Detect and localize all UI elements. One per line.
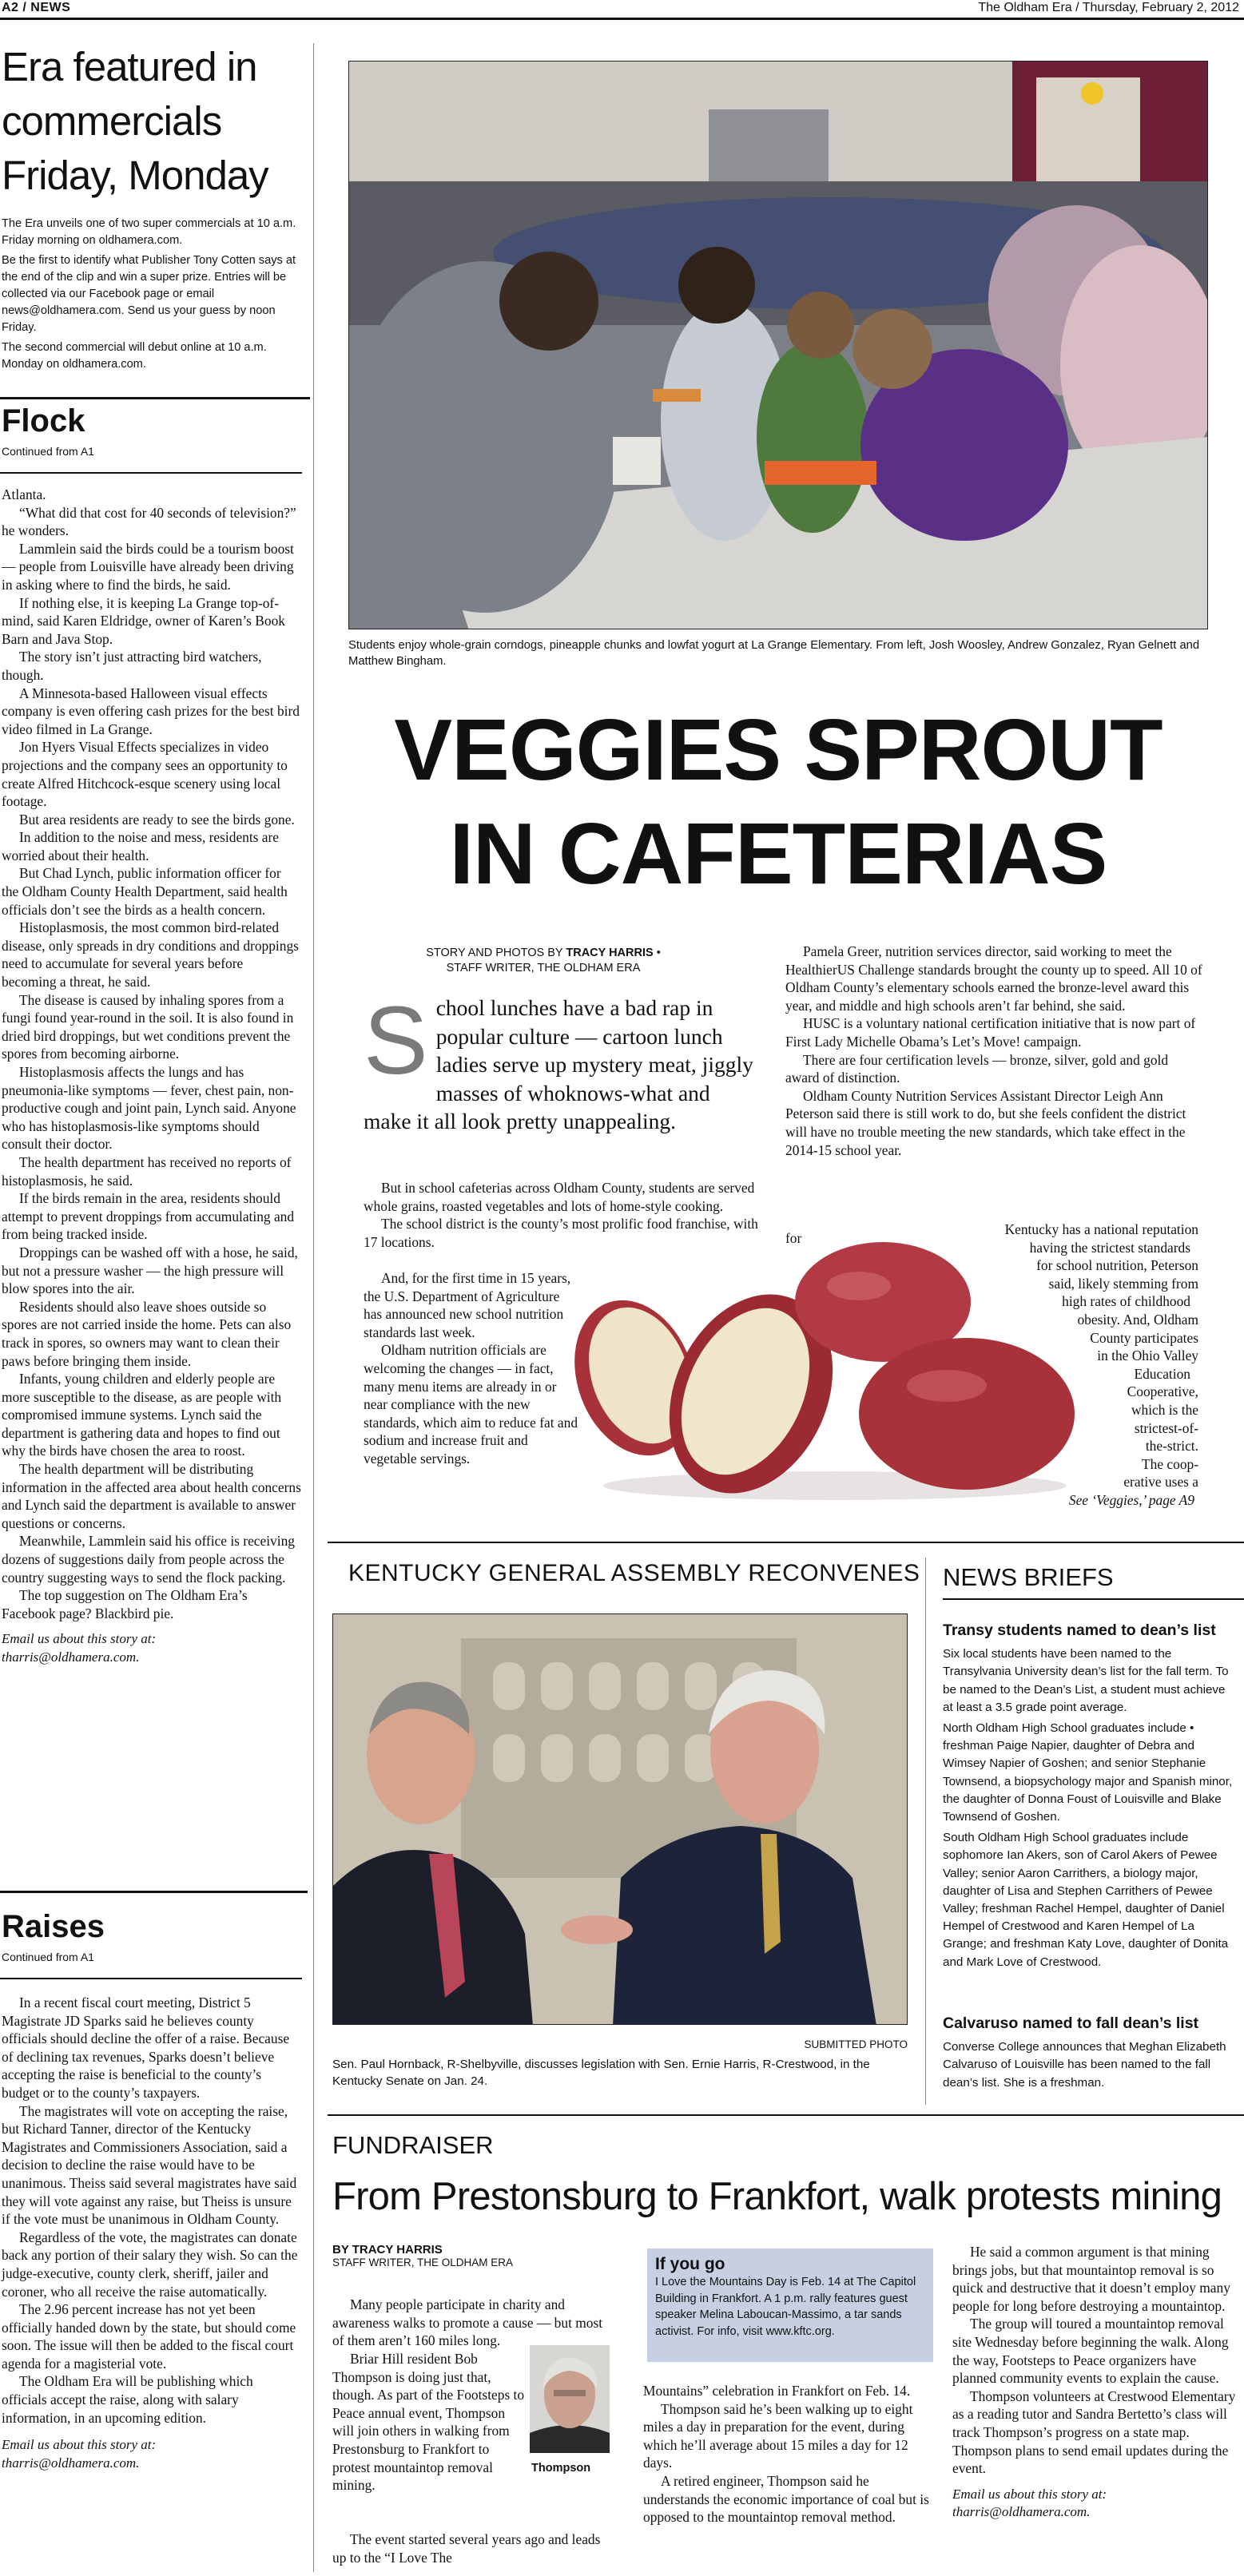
wrap-line: strictest-of- — [1134, 1419, 1198, 1436]
news-brief-1 — [943, 1621, 1238, 1971]
wrap-line: said, likely stemming from — [1048, 1275, 1198, 1292]
if-you-go-box — [647, 2249, 933, 2362]
fundraiser-email-link[interactable]: tharris@oldhamera.com. — [952, 2504, 1091, 2520]
flock-paragraph: Atlanta. — [2, 486, 46, 502]
raises-paragraph: In a recent fiscal court meeting, District 5 Magistrate JD Sparks said he believes county officials should decline the offer of a raise. Because of declining tax revenues, Sparks doesn’t believe accepting the raise is beneficial to the county’s budget or to the county’s taxpayers. — [2, 1995, 290, 2101]
masthead-rule — [0, 18, 1244, 20]
news-brief-title: Transy students named to dean’s list — [943, 1621, 1216, 1639]
veggies-col2-wrap — [877, 1221, 1198, 1491]
era-featured-body — [2, 216, 305, 373]
news-brief-paragraph: North Oldham High School graduates include • freshman Paige Napier, daughter of Debra and Wimsey Napier of Goshen; and senior Stephanie Townsend, a biopsychology major and Spanish minor, the daughter of Donna Foust of Louisville and Blake Townsend of Goshen. — [943, 1721, 1233, 1824]
era-featured-headline: Era featured in commercials Friday, Monday — [2, 44, 268, 198]
news-brief-paragraph: Converse College announces that Meghan Elizabeth Calvaruso of Louisville has been named to the fall dean’s list. She is a freshman. — [943, 2040, 1226, 2090]
veggies-paragraph: And, for the first time in 15 years, the U.S. Department of Agriculture has announced new school nutrition standards last week. — [364, 1270, 571, 1340]
raises-headline: Raises — [2, 1909, 105, 1944]
wrap-line: erative uses a — [1123, 1474, 1198, 1490]
news-briefs-header: NEWS BRIEFS — [943, 1563, 1114, 1591]
flock-paragraph: Histoplasmosis affects the lungs and has pneumonia-like symptoms — fever, chest pain, non-productive cough and joint pain, Lynch said. Anyone who has histoplasmosis-like symptoms should consult their doctor. — [2, 1064, 296, 1153]
flock-headline: Flock — [2, 403, 85, 439]
flock-paragraph: The health department has received no reports of histoplasmosis, he said. — [2, 1153, 292, 1189]
fundraiser-paragraph: Briar Hill resident Bob Thompson is doing just that, though. As part of the Footsteps to Peace annual event, Thompson will join others in walking from Prestonsburg to Frankfort to protest mountaintop removal mining. — [332, 2351, 525, 2494]
assembly-caption: Sen. Paul Hornback, R-Shelbyville, discusses legislation with Sen. Ernie Harris, R-Crestwood, in the Kentucky Senate on Jan. 24. — [332, 2058, 870, 2088]
flock-continued: Continued from A1 — [2, 445, 94, 458]
wrap-line: having the strictest standards — [1029, 1239, 1190, 1256]
left-column-divider — [313, 43, 314, 2572]
thompson-mug-caption: Thompson — [531, 2462, 591, 2475]
news-brief-paragraph: South Oldham High School graduates include sophomore Ian Akers, son of Carol Akers of Pewee Valley; senior Aaron Carrithers, a biology major, daughter of Lisa and Stephen Carrithers of Pewee Valley; freshman Rachel Hempel, daughter of Daniel Hempel of Crestwood and Karen Hempel of La Grange; and freshman Katy Love, daughter of Donita and Mark Love of Crestwood. — [943, 1831, 1229, 1969]
news-briefs-rule — [943, 1598, 1244, 1600]
raises-paragraph: The Oldham Era will be publishing which officials accept the raise, along with salary information, in an upcoming edition. — [2, 2373, 253, 2426]
fundraiser-kicker: FUNDRAISER — [332, 2131, 494, 2159]
raises-body — [2, 1994, 301, 2472]
era-featured-paragraph: The Era unveils one of two super commercials at 10 a.m. Friday morning on oldhamera.com. — [2, 217, 296, 247]
flock-paragraph: But area residents are ready to see the birds gone. — [19, 811, 295, 828]
cafeteria-photo-image — [348, 61, 1208, 629]
thompson-mug-image — [530, 2345, 610, 2453]
fundraiser-col3 — [952, 2243, 1240, 2522]
raises-continued: Continued from A1 — [2, 1951, 94, 1963]
raises-email-label: Email us about this story at: — [2, 2437, 157, 2453]
veggies-byline-bullet: • — [656, 947, 661, 959]
news-brief-2 — [943, 2014, 1238, 2092]
if-you-go-text: I Love the Mountains Day is Feb. 14 at The Capitol Building in Frankfort. A 1 p.m. rally features guest speaker Melina Laboucan-Massimo, a tar sands activist. For info, visit www.kftc.org. — [655, 2276, 916, 2338]
paper-date: The Oldham Era / Thursday, February 2, 2012 — [978, 1, 1239, 14]
assembly-photo-credit: SUBMITTED PHOTO — [804, 2038, 908, 2050]
wrap-line: Education — [1134, 1365, 1190, 1382]
fundraiser-paragraph: Thompson volunteers at Crestwood Elementary as a reading tutor and Sandra Bertetto’s class will track Thompson’s progress on a state map. Thompson plans to send email updates during the event. — [952, 2387, 1236, 2477]
cafeteria-photo-drawing — [349, 62, 1208, 629]
veggies-col1-bottom — [364, 1269, 579, 1468]
veggies-byline-name: TRACY HARRIS — [566, 947, 654, 959]
raises-email-link[interactable]: tharris@oldhamera.com. — [2, 2455, 140, 2471]
fundraiser-paragraph: Mountains” celebration in Frankfort on Feb. 14. — [643, 2383, 911, 2399]
assembly-header: KENTUCKY GENERAL ASSEMBLY RECONVENES — [348, 1560, 920, 1586]
flock-rule — [0, 472, 302, 474]
wrap-line: The coop- — [1142, 1455, 1198, 1472]
wrap-line: County participates — [1090, 1329, 1198, 1346]
flock-paragraph: Meanwhile, Lammlein said his office is receiving dozens of suggestions daily from people across the country suggesting ways to send the flock packing. — [2, 1533, 295, 1586]
wrap-line: Kentucky has a national reputation — [1004, 1221, 1198, 1237]
fundraiser-email-label: Email us about this story at: — [952, 2486, 1107, 2502]
fundraiser-paragraph: Many people participate in charity and awareness walks to promote a cause — but most of them aren’t 160 miles long. — [332, 2296, 603, 2349]
fundraiser-paragraph: Thompson said he’s been walking up to eight miles a day in preparation for the event, during which he’ll average about 15 miles a day for 12 days. — [643, 2400, 913, 2471]
if-you-go-title: If you go — [655, 2255, 725, 2273]
fundraiser-col2 — [643, 2382, 931, 2526]
fundraiser-col1-end — [332, 2530, 608, 2566]
thompson-mug-drawing — [530, 2345, 610, 2453]
flock-body — [2, 486, 301, 1667]
senators-photo-image — [332, 1613, 908, 2025]
raises-paragraph: The 2.96 percent increase has not yet been officially handed down by the state, but should come soon. The issue will then be added to the fiscal court agenda for a magisterial vote. — [2, 2301, 296, 2372]
fundraiser-byline — [332, 2243, 628, 2268]
news-brief-title: Calvaruso named to fall dean’s list — [943, 2014, 1199, 2032]
wrap-line: for school nutrition, Peterson — [1036, 1257, 1198, 1274]
veggies-bottom-rule — [328, 1542, 1244, 1543]
era-featured-paragraph: The second commercial will debut online at 10 a.m. Monday on oldhamera.com. — [2, 341, 267, 371]
era-featured-bottom-rule — [0, 397, 310, 399]
flock-paragraph: The health department will be distributing information in the affected area about health concerns and Lynch said the department is available to answer questions or concerns. — [2, 1461, 301, 1531]
wrap-line: obesity. And, Oldham — [1077, 1311, 1198, 1328]
era-featured-paragraph: Be the first to identify what Publisher Tony Cotten says at the end of the clip and win a super prize. Entries will be collected via our Facebook page or email news@oldhamera.com. Send us your guess by noon Friday. — [2, 254, 296, 334]
raises-paragraph: Regardless of the vote, the magistrates can donate back any portion of their salary they wish. So can the judge-executive, county clerk, sheriff, jailer and coroner, who all receive the raise automatically. — [2, 2229, 298, 2300]
flock-paragraph: Jon Hyers Visual Effects specializes in video projections and the company sees an opportunity to create Alfred Hitchcock-esque scenery using local footage. — [2, 739, 288, 810]
flock-paragraph: Residents should also leave shoes outside so spores are not carried inside the home. Pets can also track in spores, so owners may want to clean their paws before bringing them inside. — [2, 1298, 292, 1369]
veggies-byline — [376, 946, 711, 976]
veggies-lead-text: chool lunches have a bad rap in popular culture — cartoon lunch ladies serve up mystery meat, jiggly masses of whoknows-what and make it all look pretty unappealing. — [364, 995, 753, 1133]
wrap-line: Cooperative, — [1127, 1383, 1198, 1400]
wrap-line: the-strict. — [1145, 1438, 1198, 1455]
fundraiser-col1-wrap — [332, 2350, 527, 2495]
veggies-paragraph: Pamela Greer, nutrition services director, said working to meet the HealthierUS Challenge standards brought the county up to speed. All 10 of Oldham County’s elementary schools earned the bronze-level award this year, and middle and high schools aren’t far behind, she said. — [785, 943, 1202, 1014]
flock-paragraph: The disease is caused by inhaling spores from a fungi found year-round in the soil. It is also found in dried bird droppings, but wet conditions prevent the spores from becoming airborne. — [2, 991, 294, 1062]
fundraiser-paragraph: The group will toured a mountaintop removal site Wednesday before beginning the walk. Along the way, Footsteps to Peace organizers have planned community events to explain the cause. — [952, 2316, 1229, 2387]
news-brief-paragraph: Six local students have been named to the Transylvania University dean’s list for the fall term. To be named to the Dean’s List, a student must achieve at least a 3.5 grade point average. — [943, 1647, 1229, 1714]
flock-bottom-rule — [0, 1891, 308, 1893]
fundraiser-byline-role: STAFF WRITER, THE OLDHAM ERA — [332, 2256, 514, 2268]
fundraiser-headline: From Prestonsburg to Frankfort, walk protests mining — [332, 2175, 1222, 2218]
veggies-drop-cap: S — [364, 986, 428, 1094]
page-label: A2 / NEWS — [2, 1, 71, 14]
veggies-jump-link[interactable]: See ‘Veggies,’ page A9 — [1068, 1492, 1194, 1508]
fundraiser-byline-name: BY TRACY HARRIS — [332, 2243, 443, 2256]
flock-paragraph: Droppings can be washed off with a hose, he said, but not a pressure washer — the high pressure will blow spores into the air. — [2, 1244, 298, 1297]
veggies-paragraph: HUSC is a voluntary national certification initiative that is now part of First Lady Michelle Obama’s Let’s Move! campaign. — [785, 1015, 1196, 1050]
fundraiser-col1-top — [332, 2296, 608, 2350]
flock-paragraph: Lammlein said the birds could be a tourism boost — people from Louisville have already been driving in asking where to find the birds, he said. — [2, 540, 294, 593]
flock-paragraph: A Minnesota-based Halloween visual effects company is even offering cash prizes for the best bird video filmed in La Grange. — [2, 685, 300, 737]
veggies-col2-top — [785, 943, 1202, 1159]
veggies-paragraph: The school district is the county’s most prolific food franchise, with 17 locations. — [364, 1216, 758, 1250]
fundraiser-top-rule — [328, 2114, 1244, 2116]
fundraiser-paragraph: The event started several years ago and leads up to the “I Love The — [332, 2531, 601, 2566]
flock-paragraph: Histoplasmosis, the most common bird-related disease, only spreads in dry conditions and droppings need to accumulate for several years before becoming a threat, he said. — [2, 919, 299, 990]
veggies-paragraph: But in school cafeterias across Oldham County, students are served whole grains, roasted vegetables and lots of home-style cooking. — [364, 1180, 755, 1214]
flock-paragraph: But Chad Lynch, public information officer for the Oldham County Health Department, said health officials don’t see the birds as a health concern. — [2, 865, 288, 918]
wrap-line: which is the — [1131, 1401, 1198, 1418]
veggies-lead — [364, 986, 763, 1136]
senators-photo-drawing — [333, 1614, 908, 2025]
flock-paragraph: If the birds remain in the area, residents should attempt to prevent droppings from accumulating and from being tracked inside. — [2, 1190, 295, 1243]
veggies-paragraph: Oldham County Nutrition Services Assistant Director Leigh Ann Peterson said there is still work to do, but she feels confident the district will have no trouble meeting the new standards, which take effect in the 2014-15 school year. — [785, 1087, 1186, 1158]
flock-paragraph: “What did that cost for 40 seconds of television?” he wonders. — [2, 504, 296, 539]
flock-paragraph: The story isn’t just attracting bird watchers, though. — [2, 649, 262, 683]
flock-email-link[interactable]: tharris@oldhamera.com. — [2, 1649, 140, 1665]
flock-paragraph: The top suggestion on The Oldham Era’s Facebook page? Blackbird pie. — [2, 1587, 248, 1621]
veggies-paragraph: Oldham nutrition officials are welcoming the changes — in fact, many menu items are already in or near compliance with the new standards, which aim to reduce fat and sodium and increase fruit and vegetable servings. — [364, 1342, 578, 1467]
veggies-headline-line-2: IN CAFETERIAS — [449, 805, 1107, 903]
wrap-line: high rates of childhood — [1062, 1293, 1190, 1310]
veggies-byline-role: STAFF WRITER, THE OLDHAM ERA — [446, 962, 641, 974]
veggies-paragraph: There are four certification levels — bronze, silver, gold and gold award of distinction. — [785, 1051, 1169, 1086]
flock-paragraph: If nothing else, it is keeping La Grange top-of-mind, said Karen Eldridge, owner of Karen’s Book Barn and Java Stop. — [2, 594, 285, 647]
fundraiser-paragraph: A retired engineer, Thompson said he understands the economic importance of coal but is opposed to the mountaintop removal method. — [643, 2472, 929, 2526]
veggies-headline-line-1: VEGGIES SPROUT — [394, 701, 1163, 799]
raises-paragraph: The magistrates will vote on accepting the raise, but Richard Tanner, director of the Kentucky Magistrates and Commissioners Association, said a decision to decline the raise would have to be unanimous. Theiss said several magistrates have said they will vote against any raise, but Theiss is unsure if the vote must be unanimous in Oldham County. — [2, 2102, 297, 2228]
cafeteria-photo-caption: Students enjoy whole-grain corndogs, pineapple chunks and lowfat yogurt at La Grange Elementary. From left, Josh Woosley, Andrew Gonzalez, Ryan Gelnett and Matthew Bingham. — [348, 639, 1200, 668]
raises-rule — [0, 1978, 302, 1979]
flock-paragraph: Infants, young children and elderly people are more susceptible to the disease, as are people with compromised immune systems. Lynch said the department is gathering data and hopes to find out why the birds have chosen the area to roost. — [2, 1371, 282, 1459]
wrap-line: in the Ohio Valley — [1097, 1348, 1198, 1364]
flock-paragraph: In addition to the noise and mess, residents are worried about their health. — [2, 829, 280, 863]
veggies-byline-prefix: STORY AND PHOTOS BY — [426, 947, 563, 959]
veggies-col2-for: for — [785, 1230, 802, 1246]
briefs-divider — [925, 1558, 926, 2105]
flock-email-label: Email us about this story at: — [2, 1631, 157, 1647]
fundraiser-paragraph: He said a common argument is that mining brings jobs, but that mountaintop removal is so quick and destructive that it doesn’t employ many people for long before destroying a mountaintop. — [952, 2244, 1230, 2314]
